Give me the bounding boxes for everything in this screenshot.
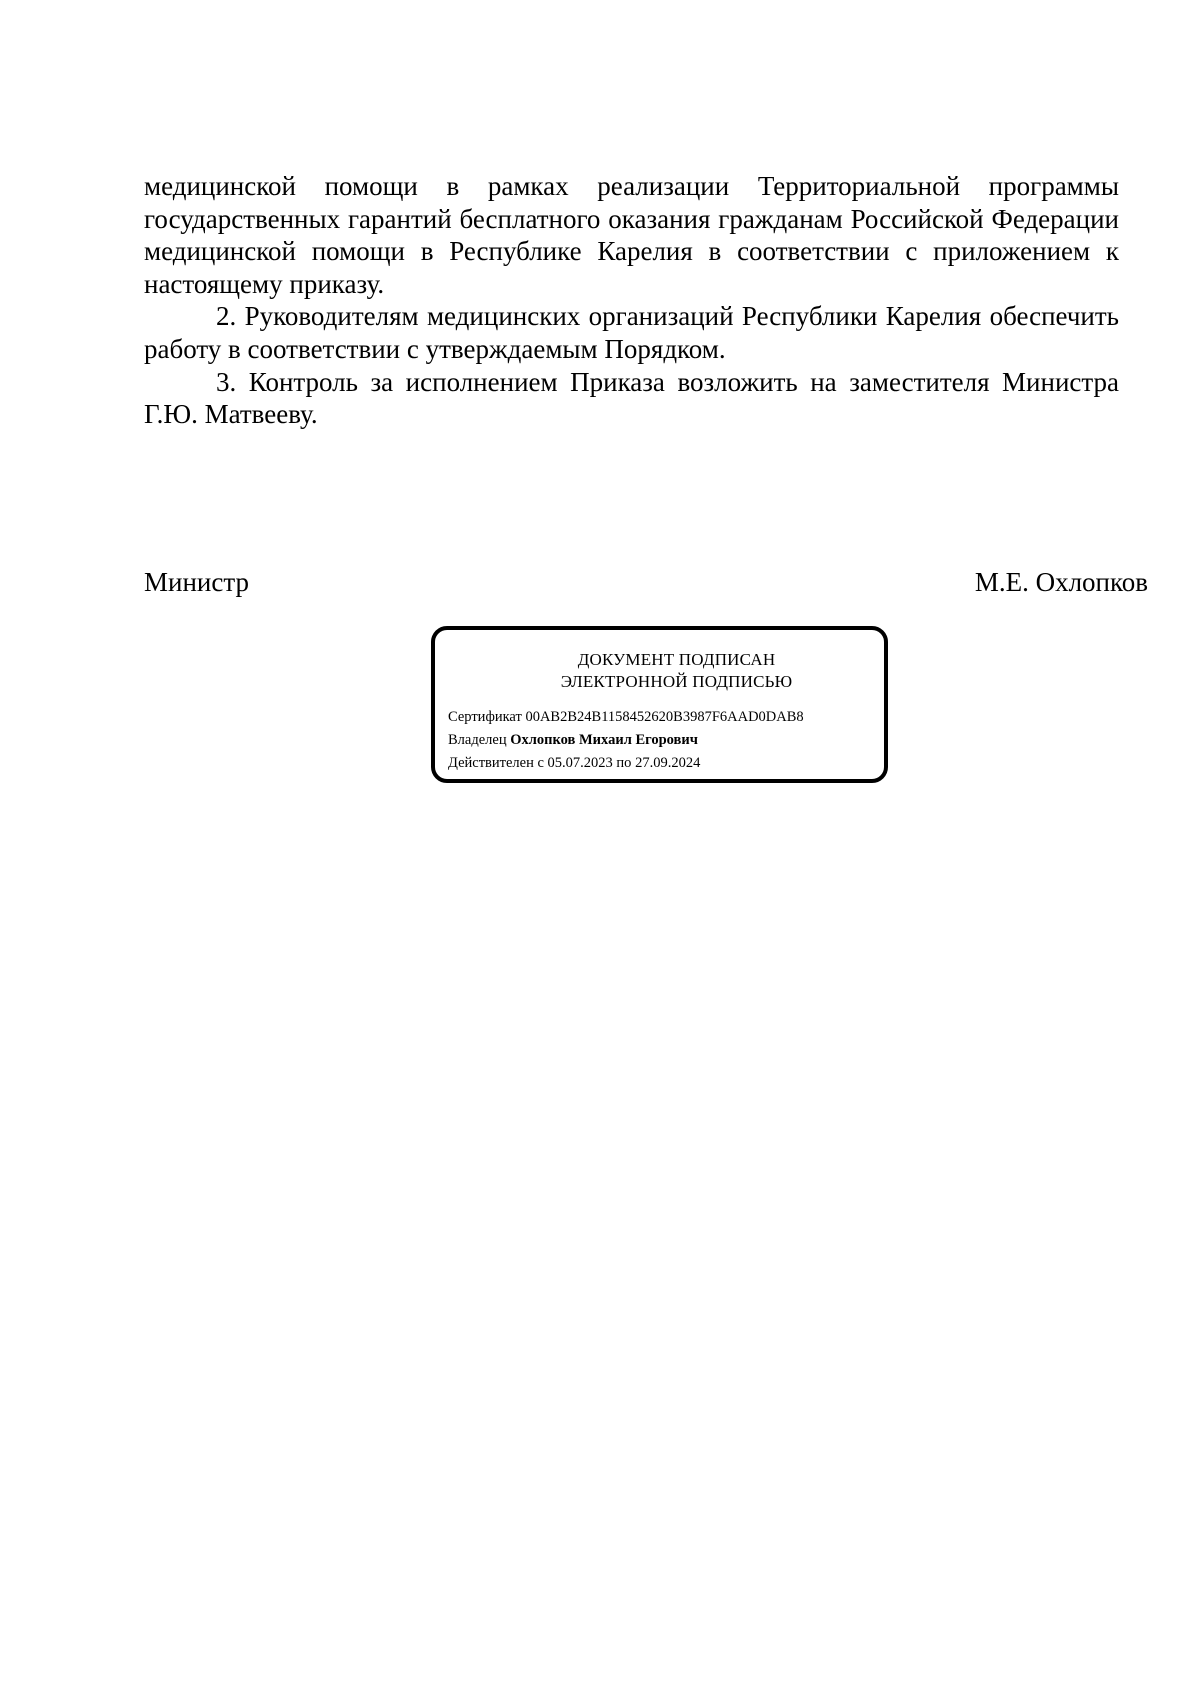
paragraph-2: 2. Руководителям медицинских организаций Республики Карелия обеспечить работу в соответствии с утверждаемым Порядком. [144,301,1119,364]
stamp-valid-label: Действителен с [448,755,544,771]
stamp-validity-row [448,754,700,772]
document-body [144,170,1119,431]
signatory-name: М.Е. Охлопков [974,567,1148,597]
stamp-heading-line-1: ДОКУМЕНТ ПОДПИСАН [577,650,776,669]
signatory-title: Министр [144,567,249,597]
electronic-signature-stamp [431,626,888,783]
stamp-heading-line-2: ЭЛЕКТРОННОЙ ПОДПИСЬЮ [560,672,793,691]
stamp-owner-value: Охлопков Михаил Егорович [510,732,698,748]
stamp-valid-from: 05.07.2023 [547,755,613,771]
stamp-certificate-label: Сертификат [448,709,522,725]
paragraph-3: 3. Контроль за исполнением Приказа возложить на заместителя Министра Г.Ю. Матвееву. [144,366,1119,430]
stamp-heading [435,649,884,693]
paragraph-1-continuation: медицинской помощи в рамках реализации Территориальной программы государственных гарантий бесплатного оказания гражданам Российской Федерации медицинской помощи в Республике Карелия в соответствии с приложением к настоящему приказу. [144,171,1119,299]
stamp-valid-to: 27.09.2024 [635,755,701,771]
stamp-certificate-value: 00AB2B24B1158452620B3987F6AAD0DAB8 [525,709,804,725]
stamp-owner-label: Владелец [448,732,507,748]
stamp-valid-to-label: по [616,755,632,771]
stamp-owner-row [448,731,698,749]
stamp-certificate-row [448,708,804,726]
